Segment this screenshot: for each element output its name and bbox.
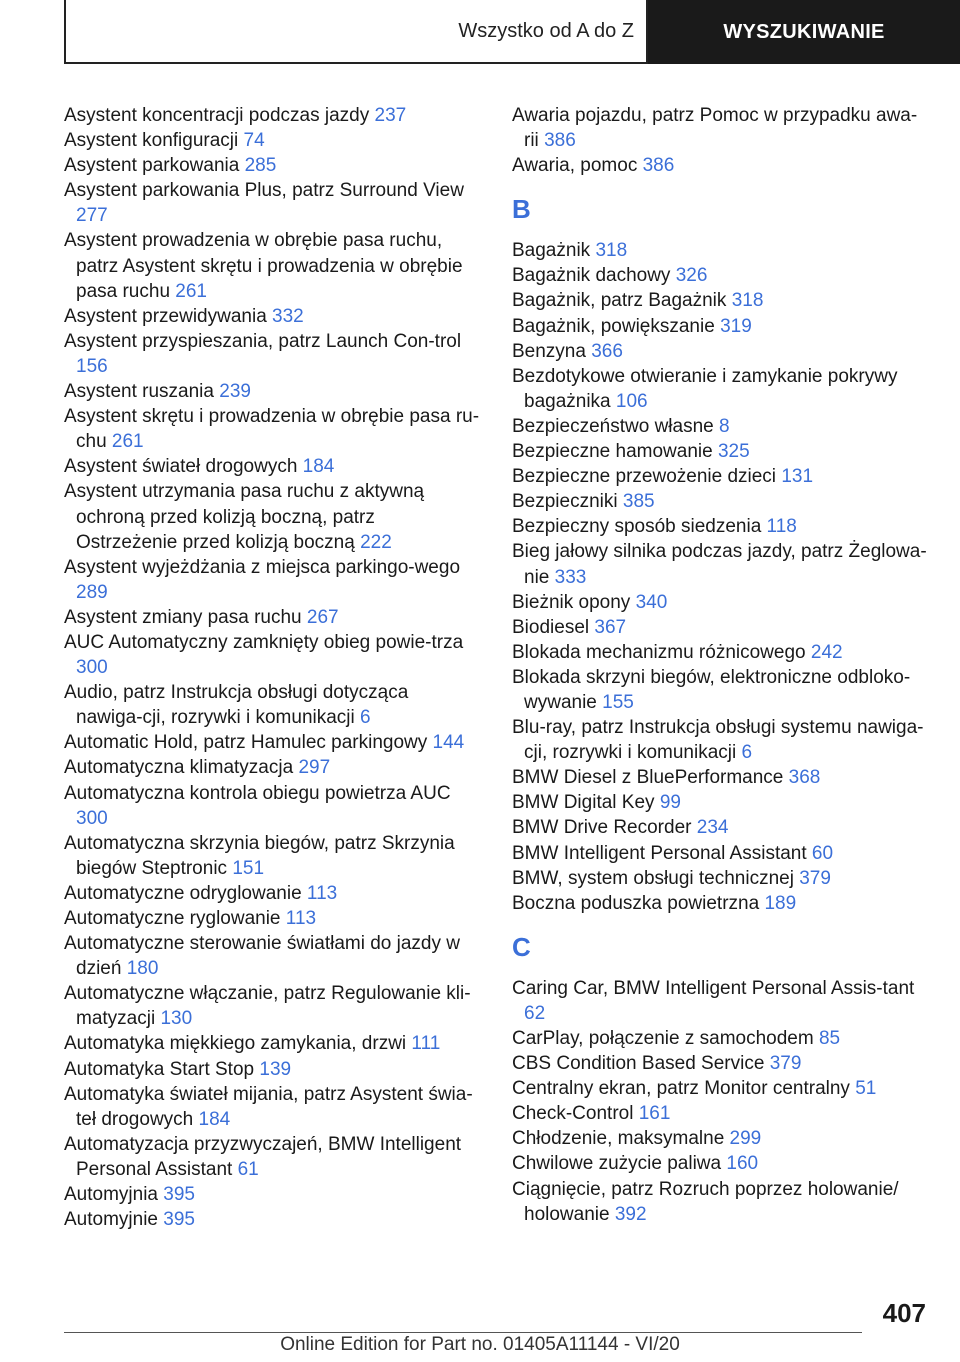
entry-page-link[interactable]: 242 xyxy=(810,641,843,663)
entry-page-link[interactable]: 156 xyxy=(76,355,108,377)
entry-page-link[interactable]: 51 xyxy=(855,1078,877,1100)
entry-text: Bagażnik dachowy xyxy=(512,265,671,287)
page-number: 407 xyxy=(882,1298,926,1328)
entry-page-link[interactable]: 237 xyxy=(374,105,407,126)
index-entry xyxy=(64,479,480,554)
entry-page-link[interactable]: 184 xyxy=(198,1108,231,1130)
index-entry xyxy=(512,665,928,715)
index-entry xyxy=(512,841,928,866)
entry-page-link[interactable]: 60 xyxy=(811,842,834,864)
entry-text: BMW Drive Recorder xyxy=(512,817,692,839)
entry-page-link[interactable]: 392 xyxy=(614,1203,647,1225)
entry-page-link[interactable]: 6 xyxy=(360,707,371,729)
entry-page-link[interactable]: 131 xyxy=(781,466,814,488)
entry-text: Bieg jałowy silnika podczas jazdy, patrz Żeglowa‐nie xyxy=(512,541,927,588)
index-entry xyxy=(512,866,928,891)
entry-page-link[interactable]: 184 xyxy=(302,456,335,478)
index-entry xyxy=(64,103,480,128)
entry-text: Asystent parkowania xyxy=(64,155,240,177)
entry-page-link[interactable]: 332 xyxy=(272,305,304,327)
entry-text: Blu-ray, patrz Instrukcja obsługi systemu nawiga‐cji, rozrywki i komunikacji xyxy=(512,717,924,764)
entry-page-link[interactable]: 277 xyxy=(76,205,108,227)
entry-text: CarPlay, połączenie z samochodem xyxy=(512,1028,814,1049)
entry-page-link[interactable]: 299 xyxy=(729,1128,762,1150)
index-entry xyxy=(64,605,480,630)
entry-page-link[interactable]: 62 xyxy=(524,1002,546,1024)
entry-page-link[interactable]: 234 xyxy=(696,817,729,839)
index-entry xyxy=(512,1101,928,1126)
entry-text: Asystent parkowania Plus, patrz Surround View xyxy=(64,180,464,202)
index-entry xyxy=(512,590,928,615)
index-entry xyxy=(512,1151,928,1176)
index-entry xyxy=(64,781,480,831)
entry-text: Chłodzenie, maksymalne xyxy=(512,1128,725,1150)
entry-text: Bezpieczniki xyxy=(512,491,618,513)
entry-text: CBS Condition Based Service xyxy=(512,1053,765,1075)
entry-text: Asystent prowadzenia w obrębie pasa ruchu, patrz Asystent skrętu i prowadzenia w obrębie pasa ruchu xyxy=(64,230,463,302)
entry-page-link[interactable]: 139 xyxy=(259,1058,292,1080)
index-entry xyxy=(512,539,928,589)
entry-page-link[interactable]: 113 xyxy=(285,908,317,929)
entry-text: Asystent ruszania xyxy=(64,381,214,403)
index-column-right xyxy=(512,103,928,1227)
entry-page-link[interactable]: 61 xyxy=(237,1158,259,1180)
entry-text: Audio, patrz Instrukcja obsługi dotycząca nawiga‐cji, rozrywki i komunikacji xyxy=(64,682,409,729)
entry-text: Automyjnia xyxy=(64,1184,158,1206)
index-column-left xyxy=(64,103,480,1232)
entry-text: Asystent koncentracji podczas jazdy xyxy=(64,105,370,126)
entry-text: Caring Car, BMW Intelligent Personal Assis‐tant xyxy=(512,977,915,999)
index-entry xyxy=(64,1182,480,1207)
entry-text: BMW Intelligent Personal Assistant xyxy=(512,842,807,864)
index-entry xyxy=(64,931,480,981)
entry-page-link[interactable]: 325 xyxy=(717,441,750,463)
entry-text: Automatyczna klimatyzacja xyxy=(64,757,294,779)
entry-page-link[interactable]: 385 xyxy=(622,491,655,513)
index-entry xyxy=(512,238,928,263)
index-entry xyxy=(64,304,480,329)
entry-text: Bezpieczne hamowanie xyxy=(512,441,713,463)
search-tab-label: WYSZUKIWANIE xyxy=(723,20,885,43)
index-entry xyxy=(64,881,480,906)
entry-text: Automatyczna skrzynia biegów, patrz Skrzynia biegów Steptronic xyxy=(64,832,455,879)
entry-text: Bagażnik, patrz Bagażnik xyxy=(512,290,727,312)
index-entry xyxy=(64,555,480,605)
entry-text: Awaria pojazdu, patrz Pomoc w przypadku awa‐rii xyxy=(512,105,918,152)
entry-page-link[interactable]: 160 xyxy=(726,1153,759,1175)
index-entry xyxy=(512,288,928,313)
entry-page-link[interactable]: 319 xyxy=(720,315,752,337)
footer-edition: Online Edition for Part no. 01405A11144 - VI/20 xyxy=(280,1334,680,1355)
entry-page-link[interactable]: 74 xyxy=(243,130,265,152)
index-entry xyxy=(512,489,928,514)
index-entry xyxy=(512,790,928,815)
index-entry xyxy=(64,454,480,479)
index-entry xyxy=(512,765,928,790)
entry-page-link[interactable]: 99 xyxy=(659,792,681,814)
entry-text: Bezpieczny sposób siedzenia xyxy=(512,516,762,538)
index-entry xyxy=(64,1031,480,1056)
index-entry xyxy=(512,891,928,916)
entry-page-link[interactable]: 300 xyxy=(76,657,108,679)
index-entry xyxy=(64,1082,480,1132)
entry-text: Check-Control xyxy=(512,1103,634,1125)
index-entry xyxy=(512,364,928,414)
section-letter-b: B xyxy=(512,194,531,225)
entry-page-link[interactable]: 144 xyxy=(432,732,465,754)
index-entry xyxy=(512,464,928,489)
entry-page-link[interactable]: 289 xyxy=(76,581,108,603)
index-entry xyxy=(512,1076,928,1101)
entry-text: Bezpieczne przewożenie dzieci xyxy=(512,466,777,488)
entry-text: Blokada mechanizmu różnicowego xyxy=(512,641,806,663)
entry-page-link[interactable]: 180 xyxy=(126,958,159,980)
entry-text: Automatyzacja przyzwyczajeń, BMW Intelligent Personal Assistant xyxy=(64,1133,462,1180)
entry-page-link[interactable]: 297 xyxy=(298,757,331,779)
entry-page-link[interactable]: 111 xyxy=(411,1033,441,1055)
index-entry xyxy=(512,1026,928,1051)
index-entry xyxy=(512,153,928,178)
index-entry xyxy=(512,263,928,288)
entry-page-link[interactable]: 395 xyxy=(163,1184,195,1206)
index-entry xyxy=(64,981,480,1031)
entry-page-link[interactable]: 189 xyxy=(764,892,797,914)
entry-page-link[interactable]: 161 xyxy=(638,1103,671,1125)
index-entry xyxy=(64,730,480,755)
index-entry xyxy=(512,715,928,765)
index-entry xyxy=(512,103,928,153)
index-entry xyxy=(64,153,480,178)
index-entry xyxy=(64,755,480,780)
entry-page-link[interactable]: 285 xyxy=(244,155,277,177)
index-entry xyxy=(64,329,480,379)
entry-page-link[interactable]: 367 xyxy=(594,616,627,638)
entry-page-link[interactable]: 379 xyxy=(799,867,831,889)
entry-page-link[interactable]: 6 xyxy=(741,742,753,764)
entry-text: Automatyka miękkiego zamykania, drzwi xyxy=(64,1033,407,1055)
entry-text: Asystent zmiany pasa ruchu xyxy=(64,606,302,628)
section-letter-c: C xyxy=(512,931,531,962)
index-entry xyxy=(512,1177,928,1227)
index-entry xyxy=(512,640,928,665)
index-entry xyxy=(64,680,480,730)
index-entry xyxy=(512,615,928,640)
index-entry xyxy=(64,630,480,680)
entry-text: BMW, system obsługi technicznej xyxy=(512,867,794,889)
section-title: Wszystko od A do Z xyxy=(458,19,634,42)
index-entry xyxy=(64,1057,480,1082)
entry-page-link[interactable]: 261 xyxy=(111,431,144,453)
entry-page-link[interactable]: 326 xyxy=(675,265,708,287)
index-entry xyxy=(512,976,928,1026)
index-entry xyxy=(512,815,928,840)
entry-text: Automatic Hold, patrz Hamulec parkingowy xyxy=(64,732,428,754)
entry-text: Automatyczne odryglowanie xyxy=(64,882,302,904)
entry-text: Biodiesel xyxy=(512,616,590,638)
entry-page-link[interactable]: 366 xyxy=(591,340,623,362)
entry-text: Asystent wyjeżdżania z miejsca parkingo‐wego xyxy=(64,556,461,578)
entry-text: Bagażnik, powiększanie xyxy=(512,315,715,337)
entry-text: AUC Automatyczny zamknięty obieg powie‐trza xyxy=(64,631,464,653)
entry-text: Automyjnie xyxy=(64,1209,158,1231)
entry-page-link[interactable]: 85 xyxy=(818,1028,841,1049)
entry-text: Asystent przyspieszania, patrz Launch Con‐trol xyxy=(64,330,462,352)
section-tab[interactable] xyxy=(64,0,648,64)
footer-divider xyxy=(64,1332,862,1333)
index-entry xyxy=(512,514,928,539)
index-entry xyxy=(64,1207,480,1232)
index-entry xyxy=(64,379,480,404)
entry-text: Centralny ekran, patrz Monitor centralny xyxy=(512,1078,850,1100)
page-header xyxy=(64,0,960,66)
entry-page-link[interactable]: 130 xyxy=(160,1008,193,1030)
entry-page-link[interactable]: 333 xyxy=(554,566,587,588)
search-tab[interactable] xyxy=(648,0,960,64)
entry-page-link[interactable]: 318 xyxy=(595,240,628,262)
entry-text: Asystent przewidywania xyxy=(64,305,267,327)
entry-text: Chwilowe zużycie paliwa xyxy=(512,1153,722,1175)
index-entry xyxy=(64,906,480,931)
entry-text: Benzyna xyxy=(512,340,586,362)
index-entry xyxy=(64,1132,480,1182)
entry-page-link[interactable]: 395 xyxy=(163,1209,195,1231)
entry-text: Asystent konfiguracji xyxy=(64,130,239,152)
entry-text: Automatyczne sterowanie światłami do jazdy w dzień xyxy=(64,933,461,980)
entry-page-link[interactable]: 368 xyxy=(788,767,821,789)
entry-text: Automatyczne ryglowanie xyxy=(64,908,281,929)
entry-text: BMW Digital Key xyxy=(512,792,655,814)
index-entry xyxy=(512,1051,928,1076)
entry-text: Asystent utrzymania pasa ruchu z aktywną ochroną przed kolizją boczną, patrz Ostrzeżenie przed kolizją boczną xyxy=(64,481,425,553)
entry-text: Automatyka świateł mijania, patrz Asystent świa‐teł drogowych xyxy=(64,1083,473,1130)
index-entry xyxy=(512,1126,928,1151)
entry-text: Bezdotykowe otwieranie i zamykanie pokrywy bagażnika xyxy=(512,365,898,412)
entry-page-link[interactable]: 386 xyxy=(544,130,576,152)
entry-page-link[interactable]: 118 xyxy=(766,516,797,538)
index-entry xyxy=(64,128,480,153)
entry-text: Awaria, pomoc xyxy=(512,155,638,177)
entry-text: Bezpieczeństwo własne xyxy=(512,415,714,437)
index-entry xyxy=(512,314,928,339)
entry-text: BMW Diesel z BluePerformance xyxy=(512,767,784,789)
entry-page-link[interactable]: 386 xyxy=(642,155,675,177)
entry-page-link[interactable]: 267 xyxy=(306,606,339,628)
index-entry xyxy=(512,414,928,439)
entry-page-link[interactable]: 261 xyxy=(175,280,207,302)
entry-page-link[interactable]: 239 xyxy=(219,381,251,403)
entry-text: Bagażnik xyxy=(512,240,591,262)
index-entry xyxy=(512,439,928,464)
entry-page-link[interactable]: 340 xyxy=(635,591,668,613)
entry-text: Ciągnięcie, patrz Rozruch poprzez holowanie/ holowanie xyxy=(512,1178,899,1225)
entry-page-link[interactable]: 155 xyxy=(602,691,634,713)
entry-page-link[interactable]: 318 xyxy=(731,290,764,312)
entry-page-link[interactable]: 222 xyxy=(360,531,392,553)
index-entry xyxy=(64,228,480,303)
entry-page-link[interactable]: 300 xyxy=(76,807,108,829)
index-entry xyxy=(512,339,928,364)
entry-text: Automatyczna kontrola obiegu powietrza AUC xyxy=(64,782,451,804)
entry-page-link[interactable]: 106 xyxy=(615,390,648,412)
entry-text: Automatyczne włączanie, patrz Regulowanie kli‐matyzacji xyxy=(64,983,471,1030)
entry-page-link[interactable]: 113 xyxy=(306,882,338,904)
entry-page-link[interactable]: 151 xyxy=(232,857,265,879)
entry-text: Boczna poduszka powietrzna xyxy=(512,892,760,914)
entry-page-link[interactable]: 8 xyxy=(719,415,730,437)
entry-page-link[interactable]: 379 xyxy=(769,1053,802,1075)
entry-text: Asystent świateł drogowych xyxy=(64,456,298,478)
entry-text: Bieżnik opony xyxy=(512,591,631,613)
index-entry xyxy=(64,831,480,881)
index-entry xyxy=(64,404,480,454)
index-entry xyxy=(64,178,480,228)
entry-text: Blokada skrzyni biegów, elektroniczne odbloko‐wywanie xyxy=(512,666,911,713)
entry-text: Asystent skrętu i prowadzenia w obrębie pasa ru‐chu xyxy=(64,406,480,453)
entry-text: Automatyka Start Stop xyxy=(64,1058,255,1080)
